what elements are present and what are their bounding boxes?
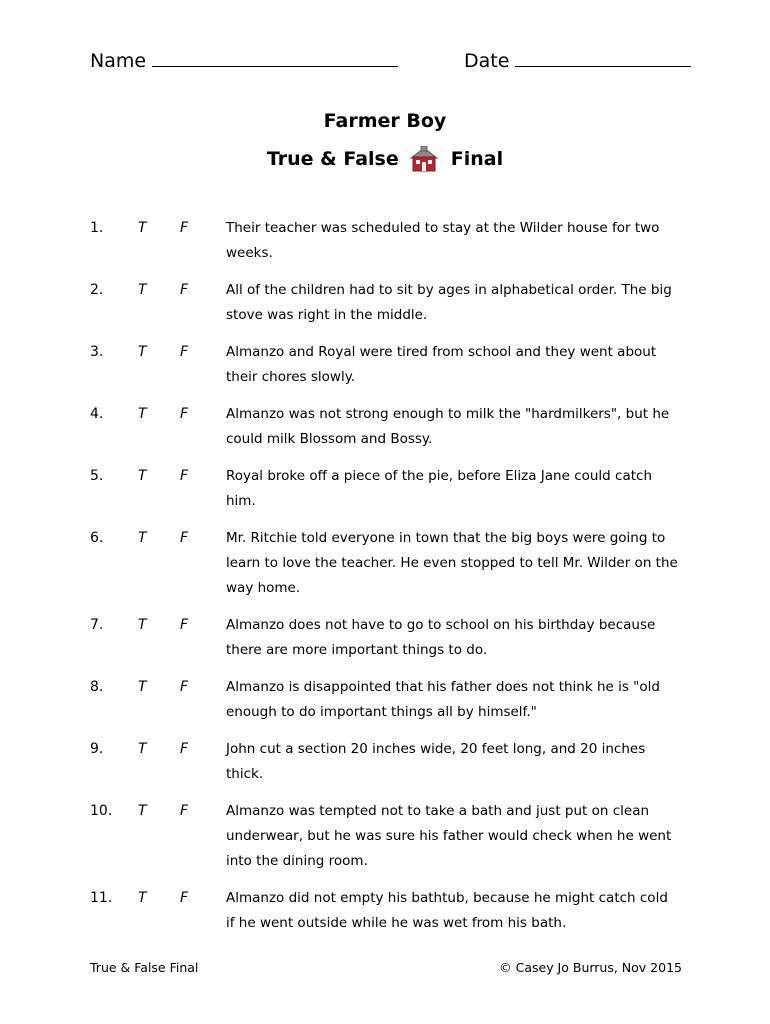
question-item [90, 799, 710, 874]
false-option[interactable]: F [180, 530, 189, 546]
question-item [90, 613, 710, 663]
question-number: 4. [90, 406, 104, 422]
question-item [90, 340, 710, 390]
footer-left: True & False Final [90, 960, 199, 975]
true-option[interactable]: T [138, 344, 147, 360]
question-item [90, 526, 710, 601]
false-option[interactable]: F [180, 741, 189, 757]
question-number: 1. [90, 220, 104, 236]
subtitle-left: True & False [266, 148, 399, 170]
false-option[interactable]: F [180, 344, 189, 360]
question-text: Royal broke off a piece of the pie, before Eliza Jane could catch him. [226, 468, 653, 509]
question-number: 5. [90, 468, 104, 484]
true-option[interactable]: T [138, 220, 147, 236]
question-text: Almanzo does not have to go to school on his birthday because there are more important things to do. [226, 617, 656, 658]
question-number: 10. [90, 803, 113, 819]
false-option[interactable]: F [180, 220, 189, 236]
subtitle-right: Final [450, 148, 504, 170]
question-text: Almanzo and Royal were tired from school and they went about their chores slowly. [226, 344, 657, 385]
true-option[interactable]: T [138, 803, 147, 819]
title-block [0, 110, 770, 176]
false-option[interactable]: F [180, 803, 189, 819]
name-label: Name [90, 50, 147, 72]
question-item [90, 402, 710, 452]
question-item [90, 464, 710, 514]
questions-list [90, 216, 710, 948]
question-item [90, 675, 710, 725]
footer [90, 960, 682, 975]
question-item [90, 737, 710, 787]
question-text: Almanzo was not strong enough to milk the "hardmilkers", but he could milk Blossom and Bossy. [226, 406, 670, 447]
schoolhouse-icon [409, 146, 439, 172]
page-title: Farmer Boy [323, 110, 447, 132]
false-option[interactable]: F [180, 890, 189, 906]
question-number: 2. [90, 282, 104, 298]
false-option[interactable]: F [180, 679, 189, 695]
header [90, 48, 700, 78]
question-item [90, 278, 710, 328]
question-item [90, 216, 710, 266]
footer-copyright: © Casey Jo Burrus, Nov 2015 [499, 960, 682, 975]
false-option[interactable]: F [180, 406, 189, 422]
true-option[interactable]: T [138, 282, 147, 298]
true-option[interactable]: T [138, 617, 147, 633]
question-number: 8. [90, 679, 104, 695]
question-text: Almanzo was tempted not to take a bath and just put on clean underwear, but he was sure his father would check when he went into the dining room. [226, 803, 672, 869]
question-text: John cut a section 20 inches wide, 20 feet long, and 20 inches thick. [226, 741, 646, 782]
false-option[interactable]: F [180, 282, 189, 298]
name-blank-line[interactable] [152, 48, 398, 67]
question-number: 3. [90, 344, 104, 360]
true-option[interactable]: T [138, 890, 147, 906]
question-item [90, 886, 710, 936]
true-option[interactable]: T [138, 468, 147, 484]
name-field [90, 48, 398, 72]
question-number: 7. [90, 617, 104, 633]
date-blank-line[interactable] [515, 48, 691, 67]
question-text: Their teacher was scheduled to stay at the Wilder house for two weeks. [226, 220, 660, 261]
false-option[interactable]: F [180, 617, 189, 633]
date-field [464, 48, 691, 72]
page-subtitle [0, 142, 770, 176]
question-number: 11. [90, 890, 113, 906]
question-text: Almanzo is disappointed that his father does not think he is "old enough to do important things all by himself." [226, 679, 660, 720]
false-option[interactable]: F [180, 468, 189, 484]
question-number: 6. [90, 530, 104, 546]
date-label: Date [464, 50, 510, 72]
question-text: All of the children had to sit by ages in alphabetical order. The big stove was right in the middle. [226, 282, 672, 323]
question-text: Almanzo did not empty his bathtub, because he might catch cold if he went outside while he was wet from his bath. [226, 890, 668, 931]
true-option[interactable]: T [138, 406, 147, 422]
true-option[interactable]: T [138, 679, 147, 695]
true-option[interactable]: T [138, 530, 147, 546]
question-number: 9. [90, 741, 104, 757]
true-option[interactable]: T [138, 741, 147, 757]
question-text: Mr. Ritchie told everyone in town that the big boys were going to learn to love the teacher. He even stopped to tell Mr. Wilder on the way home. [226, 530, 678, 596]
